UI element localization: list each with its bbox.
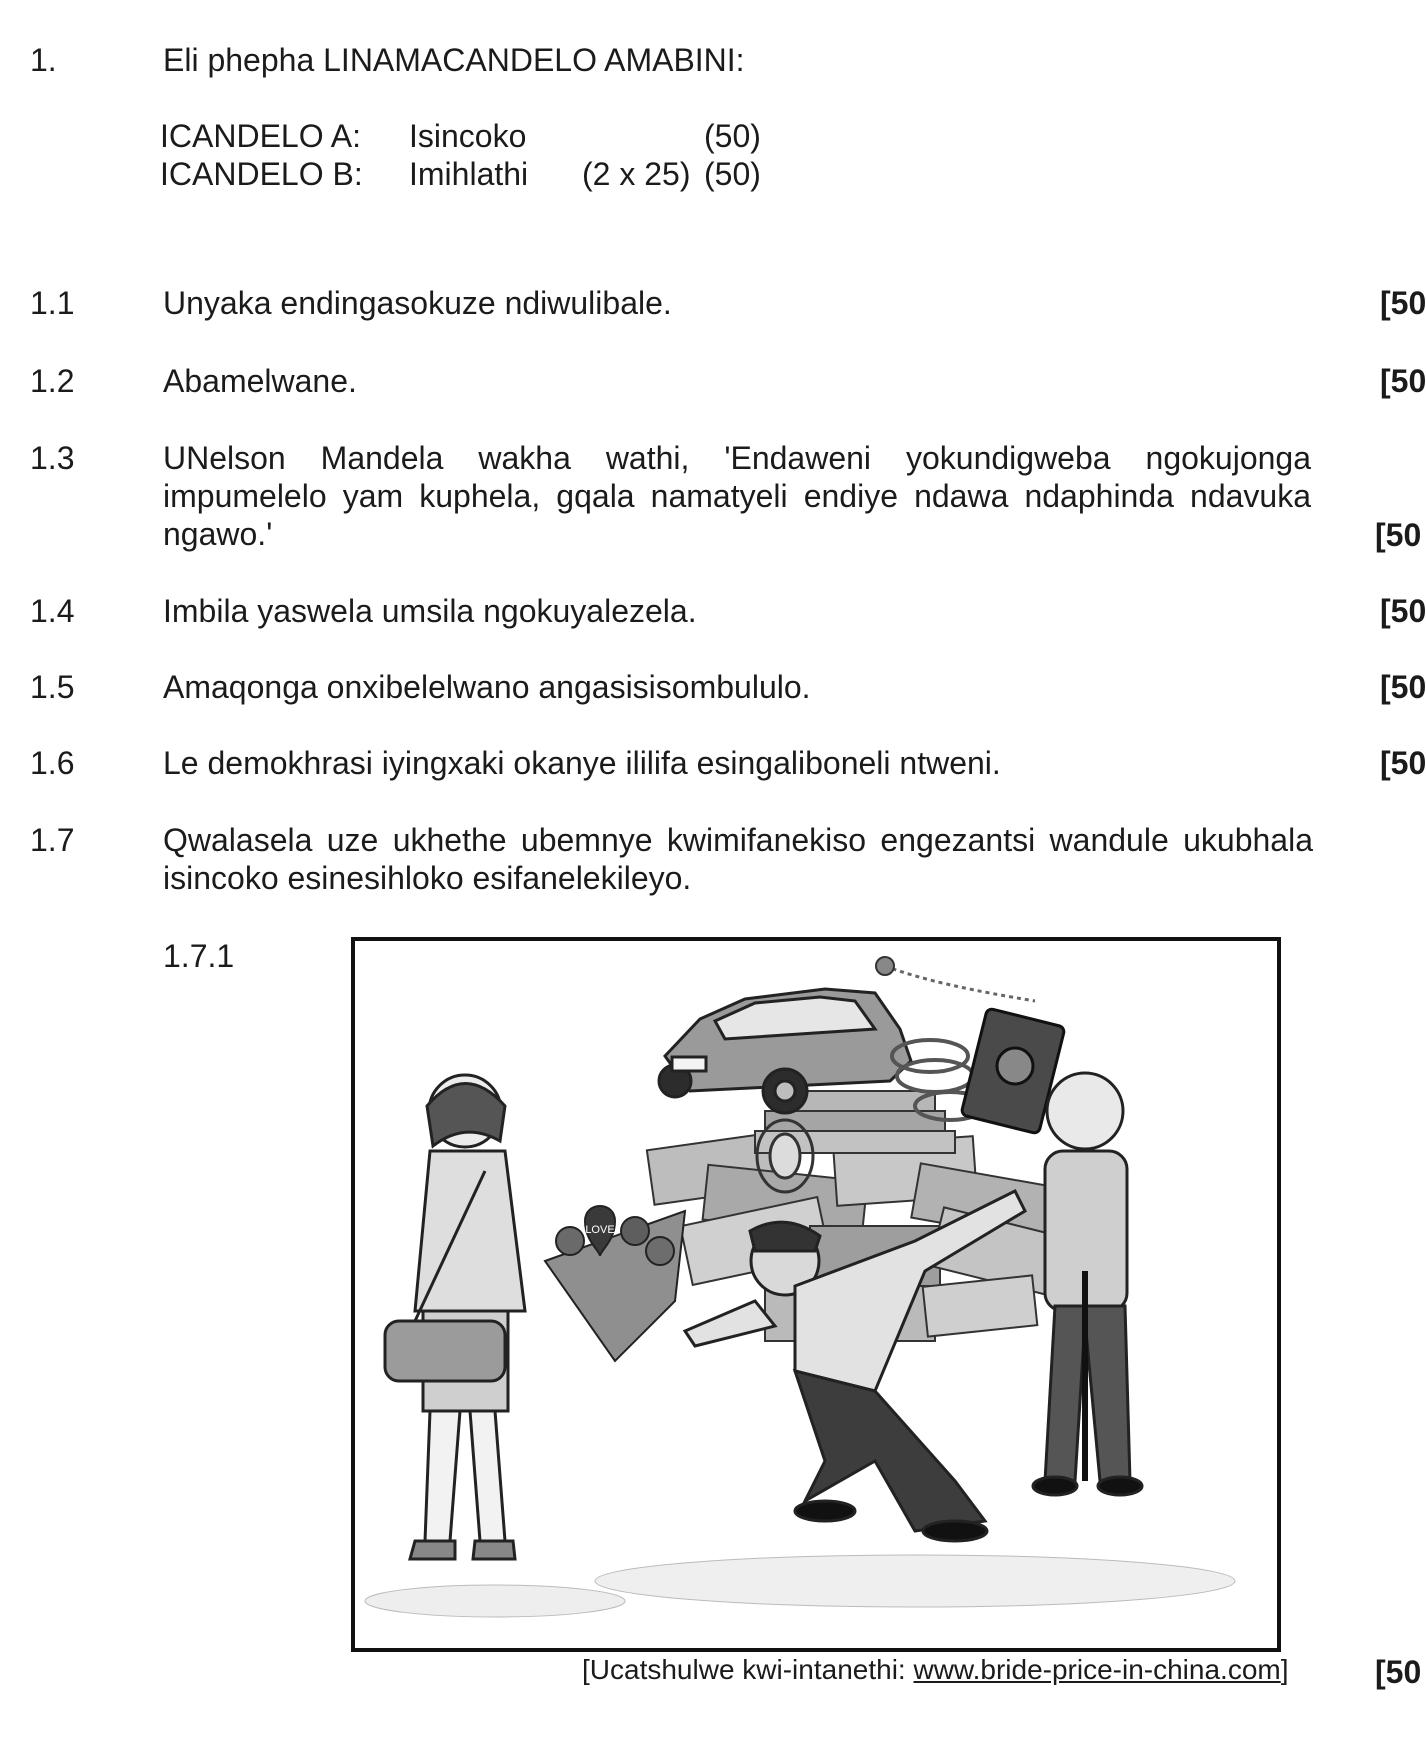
intro-number: 1. bbox=[30, 42, 57, 78]
section-b-marks: (50) bbox=[704, 156, 761, 192]
section-b-name: Imihlathi bbox=[409, 156, 529, 192]
caption-url-link[interactable]: www.bride-price-in-china.com bbox=[913, 1654, 1281, 1685]
section-a-label: ICANDELO A: bbox=[160, 118, 361, 154]
question-text: Abamelwane. bbox=[163, 363, 357, 399]
subquestion-mark: [50 bbox=[1375, 1654, 1422, 1690]
question-number: 1.1 bbox=[30, 285, 75, 321]
flower-bouquet bbox=[545, 1206, 685, 1361]
question-number: 1.2 bbox=[30, 363, 75, 399]
section-a-marks: (50) bbox=[704, 118, 761, 154]
question-mark: [50 bbox=[1380, 285, 1426, 321]
caption-prefix: [Ucatshulwe kwi-intanethi: bbox=[582, 1654, 914, 1685]
question-mark: [50 bbox=[1380, 745, 1426, 781]
necklace bbox=[885, 966, 1035, 1001]
section-b-label: ICANDELO B: bbox=[160, 156, 363, 192]
section-b-detail: (2 x 25) bbox=[582, 156, 691, 192]
question-number: 1.3 bbox=[30, 440, 75, 476]
question-text: Amaqonga onxibelelwano angasisisombululo. bbox=[163, 669, 811, 705]
question-mark: [50 bbox=[1380, 593, 1426, 629]
caption-suffix: ] bbox=[1280, 1654, 1289, 1685]
question-number: 1.7 bbox=[30, 822, 75, 858]
question-mark: [50 bbox=[1375, 517, 1422, 553]
question-text: UNelson Mandela wakha wathi, 'Endaweni yokundigweba ngokujonga impumelelo yam kuphela, gqala namatyeli endiye ndawa ndaphinda ndavuka ngawo.' bbox=[163, 440, 1311, 552]
question-number: 1.5 bbox=[30, 669, 75, 705]
question-mark: [50 bbox=[1380, 363, 1426, 399]
heart-love-text: LOVE bbox=[585, 1224, 615, 1236]
floor-shadow bbox=[365, 1585, 625, 1617]
necklace-pendant bbox=[876, 957, 894, 975]
intro-text: Eli phepha LINAMACANDELO AMABINI: bbox=[163, 42, 745, 78]
bride-price-illustration bbox=[351, 937, 1281, 1652]
question-text: Le demokhrasi iyingxaki okanye ililifa esingaliboneli ntweni. bbox=[163, 745, 1001, 781]
question-text: Unyaka endingasokuze ndiwulibale. bbox=[163, 285, 672, 321]
question-number: 1.4 bbox=[30, 593, 75, 629]
subquestion-number: 1.7.1 bbox=[163, 938, 235, 974]
question-text: Imbila yaswela umsila ngokuyalezela. bbox=[163, 593, 697, 629]
floor-shadow bbox=[595, 1555, 1235, 1607]
section-a-name: Isincoko bbox=[409, 118, 527, 154]
question-mark: [50 bbox=[1380, 669, 1426, 705]
question-number: 1.6 bbox=[30, 745, 75, 781]
old-man bbox=[1033, 1073, 1142, 1495]
image-caption bbox=[582, 1653, 1289, 1687]
question-text: Qwalasela uze ukhethe ubemnye kwimifanekiso engezantsi wandule ukubhala isincoko esinesihloko esifanelekileyo. bbox=[163, 822, 1313, 896]
woman bbox=[410, 1075, 525, 1559]
